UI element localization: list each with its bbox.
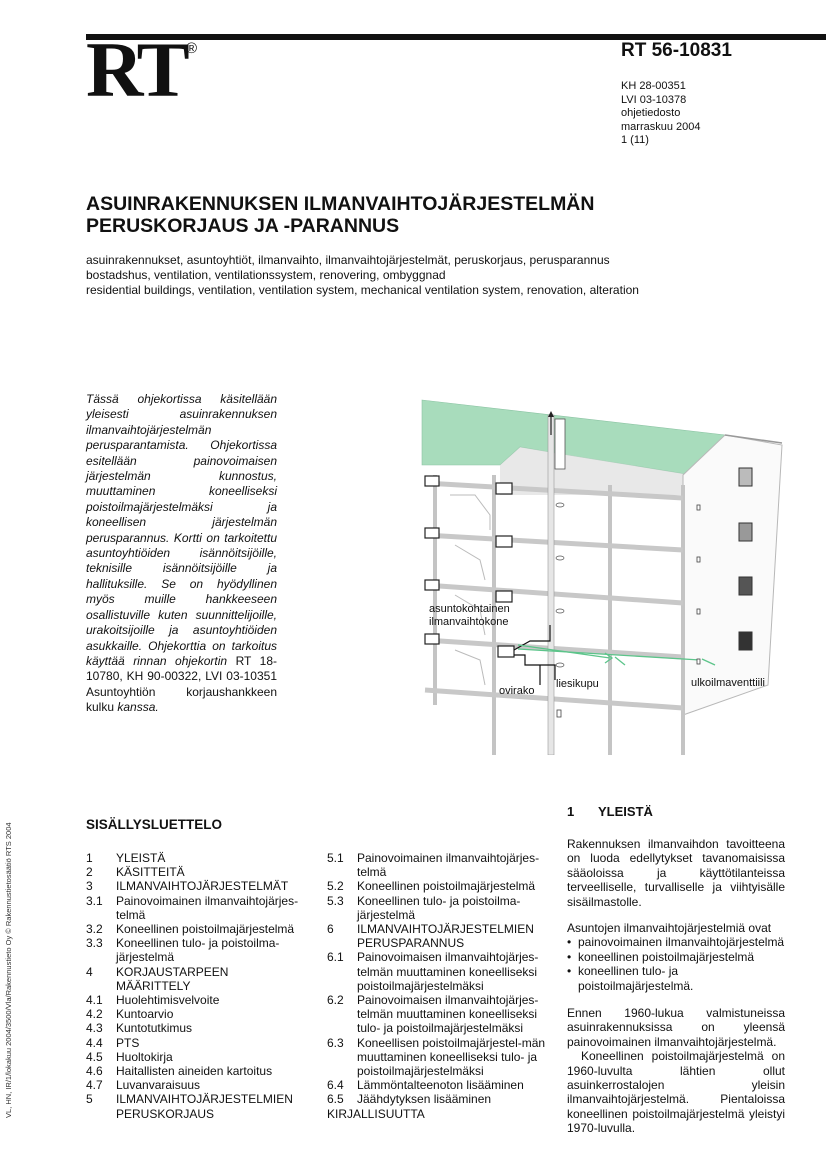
toc-item[interactable] xyxy=(86,936,306,964)
toc-item[interactable] xyxy=(86,865,306,879)
toc-item[interactable] xyxy=(86,965,306,993)
section-body-2 xyxy=(567,1006,785,1136)
toc-item-literature[interactable] xyxy=(327,1107,547,1121)
toc-item[interactable] xyxy=(86,1092,306,1120)
intro-text-end: kanssa. xyxy=(114,700,159,715)
toc-num: 6.4 xyxy=(327,1078,344,1093)
label-unit-line2: ilmanvaihtokone xyxy=(429,616,509,628)
label-outdoor-air-valve: ulkoilmaventtiili xyxy=(691,677,765,689)
list-intro: Asuntojen ilmanvaihtojärjestelmiä ovat xyxy=(567,921,772,935)
toc-num: 6.3 xyxy=(327,1035,344,1050)
toc-num: 5.1 xyxy=(327,851,344,865)
list-item: • koneellinen poistoilmajärjestelmä xyxy=(567,950,785,964)
toc-num: 4.7 xyxy=(86,1078,103,1093)
toc-item[interactable] xyxy=(327,922,547,950)
toc-item[interactable] xyxy=(327,993,547,1036)
toc-text: YLEISTÄ xyxy=(116,851,166,865)
keywords-en: residential buildings, ventilation, ventilation system, mechanical ventilation system, renovation, alteration xyxy=(86,282,639,297)
toc-item[interactable] xyxy=(86,1007,306,1021)
toc-num: 6.1 xyxy=(327,950,344,965)
label-door-gap: ovirako xyxy=(499,685,535,697)
toc-text: Painovoimainen ilmanvaihtojärjes-telmä xyxy=(357,851,540,880)
title-line-2: PERUSKORJAUS JA -PARANNUS xyxy=(86,215,400,237)
toc-num: 5 xyxy=(86,1092,93,1107)
meta-page: 1 (11) xyxy=(621,134,649,146)
toc-num: 6 xyxy=(327,922,334,937)
section-heading xyxy=(567,804,653,819)
toc-text: ILMANVAIHTOJÄRJESTELMIEN PERUSKORJAUS xyxy=(116,1092,293,1121)
toc-text: Kuntoarvio xyxy=(116,1007,174,1022)
keywords-fi: asuinrakennukset, asuntoyhtiöt, ilmanvaihto, ilmanvaihtojärjestelmät, peruskorjaus, perusparannus xyxy=(86,253,610,267)
paragraph: Koneellinen poistoilmajärjestelmä on 1960-luvulta lähtien ollut asuinkerrostalojen yleisin ilmanvaihtojärjestelmä. Pientaloissa koneellinen poistoilmajärjestelmä yleistyi 1970-luvulla. xyxy=(567,1049,785,1136)
toc-text: Painovoimaisen ilmanvaihtojärjes-telmän muuttaminen koneelliseksi poistoilmajärjestelmäksi xyxy=(357,950,539,993)
toc-num: 3.2 xyxy=(86,922,103,937)
toc-text: ILMANVAIHTOJÄRJESTELMIEN PERUSPARANNUS xyxy=(357,922,534,951)
label-unit-line1: asuntokohtainen xyxy=(429,603,510,615)
toc-text: Koneellisen poistoilmajärjestel-män muuttaminen koneelliseksi tulo- ja poistoilmajärjestelmäksi xyxy=(357,1035,546,1079)
toc-text: Kuntotutkimus xyxy=(116,1021,193,1036)
toc-num: 4.5 xyxy=(86,1049,103,1064)
toc-item[interactable] xyxy=(86,1064,306,1078)
section-title: YLEISTÄ xyxy=(598,804,653,819)
toc-item[interactable] xyxy=(86,1021,306,1035)
toc-item[interactable] xyxy=(86,1036,306,1050)
toc-text: Lämmöntalteenoton lisääminen xyxy=(357,1078,524,1093)
meta-kh: KH 28-00351 xyxy=(621,80,686,92)
toc-num: 2 xyxy=(86,865,93,880)
toc-num: 4 xyxy=(86,964,93,979)
toc-text: Painovoimainen ilmanvaihtojärjes-telmä xyxy=(116,893,299,922)
toc-item[interactable] xyxy=(86,894,306,922)
toc-column-1 xyxy=(86,851,306,1121)
keywords-sv: bostadshus, ventilation, ventilationssystem, renovering, ombyggnad xyxy=(86,267,446,282)
toc-text: Koneellinen tulo- ja poistoilma-järjestelmä xyxy=(357,893,521,922)
toc-column-2 xyxy=(327,851,547,1121)
toc-item[interactable] xyxy=(327,894,547,922)
registered-mark: ® xyxy=(186,40,198,57)
toc-item[interactable] xyxy=(86,1078,306,1092)
toc-item[interactable] xyxy=(327,1036,547,1079)
rt-logo: RT xyxy=(86,26,186,113)
intro-paragraph xyxy=(86,392,277,716)
toc-num: 3.1 xyxy=(86,893,103,908)
meta-lvi: LVI 03-10378 xyxy=(621,93,687,106)
toc-text: Painovoimaisen ilmanvaihtojärjes-telmän muuttaminen koneelliseksi tulo- ja poistoilmajärjestelmäksi xyxy=(357,993,539,1036)
toc-text: Luvanvaraisuus xyxy=(116,1078,201,1093)
list-item: • painovoimainen ilmanvaihtojärjestelmä xyxy=(567,935,785,949)
title-line-1: ASUINRAKENNUKSEN ILMANVAIHTOJÄRJESTELMÄN xyxy=(86,193,595,215)
meta-type: ohjetiedosto xyxy=(621,107,681,119)
toc-text: Haitallisten aineiden kartoitus xyxy=(116,1064,273,1079)
toc-item[interactable] xyxy=(327,851,547,879)
toc-num: 6.2 xyxy=(327,993,344,1008)
toc-text: Huolehtimisvelvoite xyxy=(116,993,220,1008)
intro-reference: RT 18-10780, KH 90-00322, LVI 03-10351 Asuntoyhtiön korjaushankkeen kulku xyxy=(86,653,277,715)
toc-num: 1 xyxy=(86,851,93,865)
side-credit: VL, HN, IR/1/lokakuu 2004/3500/Vla/Rakennustieto Oy © Rakennustietosäätiö RTS 2004 xyxy=(4,822,13,1118)
toc-item[interactable] xyxy=(86,851,306,865)
section-body-1 xyxy=(567,837,785,909)
toc-num: 4.3 xyxy=(86,1021,103,1036)
system-list xyxy=(567,935,785,993)
toc-title: SISÄLLYSLUETTELO xyxy=(86,817,223,832)
building-illustration xyxy=(400,395,826,755)
keywords xyxy=(86,253,639,297)
document-number: RT 56-10831 xyxy=(621,40,732,61)
toc-num: 5.2 xyxy=(327,879,344,894)
toc-text: KIRJALLISUUTTA xyxy=(327,1106,425,1121)
toc-item[interactable] xyxy=(86,993,306,1007)
toc-text: ILMANVAIHTOJÄRJESTELMÄT xyxy=(116,879,289,894)
document-meta xyxy=(621,80,701,148)
section-list-block xyxy=(567,921,785,993)
toc-item[interactable] xyxy=(327,1078,547,1092)
toc-num: 4.2 xyxy=(86,1007,103,1022)
section-number: 1 xyxy=(567,804,575,819)
toc-text: Koneellinen poistoilmajärjestelmä xyxy=(116,922,295,937)
toc-text: Jäähdytyksen lisääminen xyxy=(357,1092,492,1107)
toc-item[interactable] xyxy=(327,879,547,893)
toc-item[interactable] xyxy=(86,922,306,936)
paragraph: Ennen 1960-lukua valmistuneissa asuinrakennuksissa on yleensä painovoimainen ilmanvaihtojärjestelmä. xyxy=(567,1006,785,1049)
list-item: • koneellinen tulo- ja poistoilmajärjestelmä. xyxy=(567,964,785,993)
toc-num: 4.6 xyxy=(86,1064,103,1079)
paragraph: Rakennuksen ilmanvaihdon tavoitteena on luoda edellytykset tavanomaisissa sääoloissa ja käyttötilanteissa terveelliselle, turvalliselle ja viihtyisälle sisäilmastolle. xyxy=(567,837,785,909)
intro-text: Tässä ohjekortissa käsitellään yleisesti asuinrakennuksen ilmanvaihtojärjestelmän perusparantamista. Ohjekortissa esitellään painovoimaisen järjestelmän kunnostus, muuttaminen koneelliseksi poistoilmajärjestelmäksi ja koneellisen järjestelmän perusparannus. Kortti on tarkoitettu asuntoyhtiöiden isännöitsijöille, teknisille isännöitsijöille ja hallituksille. Se on hyödyllinen myös muille hankkeeseen osallistuville kuten suunnittelijoille, urakoitsijoille ja asuntoyhtiöiden asukkaille. Ohjekorttia on tarkoitus käyttää rinnan ohjekortin xyxy=(86,392,277,668)
toc-num: 4.1 xyxy=(86,993,103,1008)
toc-num: 4.4 xyxy=(86,1035,103,1050)
toc-text: KORJAUSTARPEEN MÄÄRITTELY xyxy=(116,964,229,993)
toc-item[interactable] xyxy=(86,879,306,893)
toc-text: Huoltokirja xyxy=(116,1049,173,1064)
toc-text: KÄSITTEITÄ xyxy=(116,865,185,880)
page-title xyxy=(86,193,594,237)
meta-date: marraskuu 2004 xyxy=(621,120,701,133)
toc-item[interactable] xyxy=(86,1050,306,1064)
toc-text: Koneellinen tulo- ja poistoilma-järjestelmä xyxy=(116,936,280,965)
toc-num: 3 xyxy=(86,879,93,894)
toc-num: 3.3 xyxy=(86,936,103,951)
building-ventilation-diagram xyxy=(400,395,826,755)
toc-item[interactable] xyxy=(327,950,547,993)
label-kitchen-hood: liesikupu xyxy=(556,678,599,690)
toc-num: 5.3 xyxy=(327,893,344,908)
toc-item[interactable] xyxy=(327,1092,547,1106)
toc-num: 6.5 xyxy=(327,1092,344,1107)
toc-text: PTS xyxy=(116,1035,140,1050)
toc-text: Koneellinen poistoilmajärjestelmä xyxy=(357,879,536,894)
